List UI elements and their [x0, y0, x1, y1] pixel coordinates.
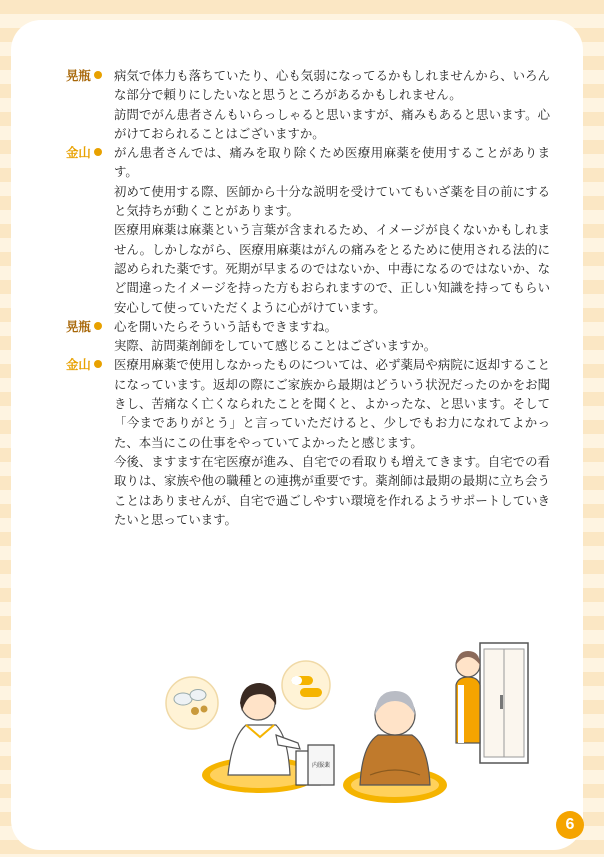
capsules-bubble-icon	[282, 661, 330, 709]
dialogue-entry	[66, 317, 550, 356]
bullet-dot	[94, 322, 102, 330]
bullet-dot	[94, 360, 102, 368]
speaker-name: 晃瓶	[66, 68, 91, 83]
dialogue-paragraph: 医療用麻薬は麻薬という言葉が含まれるため、イメージが良くないかもしれません。しかしながら、医療用麻薬はがんの痛みをとるために使用される法的に認められた薬です。死期が早まるのではないか、中毒になるのではないか、など間違ったイメージを持った方もおられますので、正しい知識を持ってもらい安心して使っていただくように心がけています。	[114, 222, 550, 315]
dialogue-paragraph: 医療用麻薬で使用しなかったものについては、必ず薬局や病院に返却することになっています。返却の際にご家族から最期はどういう状況だったのかをお聞きし、苦痛なく亡くなられたことを聞くと、よかったな、と思います。そして「今までありがとう」と言っていただけると、少しでもお力になれてよかった、本当にこの仕事をやっていてよかったと感じます。	[114, 357, 550, 450]
dialogue-paragraph: 病気で体力も落ちていたり、心も気弱になってるかもしれませんから、いろんな部分で頼りにしたいなと思うところがあるかもしれません。	[114, 68, 550, 103]
dialogue-entry	[66, 143, 550, 317]
speaker-label	[66, 66, 114, 85]
patient-figure	[343, 691, 447, 803]
medicine-bags-icon	[296, 745, 334, 785]
dialogue-paragraph: 今後、ますます在宅医療が進み、自宅での看取りも増えてきます。自宅での看取りは、家族や他の職種との連携が重要です。薬剤師は最期の最期に立ち会うことはありませんが、自宅で過ごしやすい環境を作れるようサポートしていきたいと思っています。	[114, 453, 550, 527]
page-number: 6	[556, 811, 584, 839]
speaker-name: 金山	[66, 357, 91, 373]
bullet-dot	[94, 71, 102, 79]
dialogue-paragraph: 心を開いたらそういう話もできますね。	[114, 318, 338, 334]
dialogue-entry	[66, 355, 550, 529]
bullet-dot	[94, 148, 102, 156]
speaker-name: 晃瓶	[66, 318, 91, 334]
speaker-name: 金山	[66, 145, 91, 161]
dialogue-paragraph: 初めて使用する際、医師から十分な説明を受けていてもいざ薬を目の前にすると気持ちが動くことがあります。	[114, 183, 550, 219]
dialogue	[66, 66, 550, 529]
dialogue-paragraph: がん患者さんでは、痛みを取り除くため医療用麻薬を使用することがあります。	[114, 145, 550, 180]
home-visit-illustration	[150, 625, 530, 815]
dialogue-paragraph: 実際、訪問薬剤師をしていて感じることはございますか。	[114, 338, 437, 354]
door-figure	[456, 643, 528, 763]
bag-label: 内服薬	[311, 762, 331, 769]
dialogue-paragraph: 訪問でがん患者さんもいらっしゃると思いますが、痛みもあると思います。心がけておられることはございますか。	[114, 106, 550, 141]
pills-bubble-icon	[166, 677, 218, 729]
dialogue-entry	[66, 66, 550, 143]
speaker-label	[66, 143, 114, 162]
speaker-label	[66, 317, 114, 336]
speaker-label	[66, 355, 114, 374]
